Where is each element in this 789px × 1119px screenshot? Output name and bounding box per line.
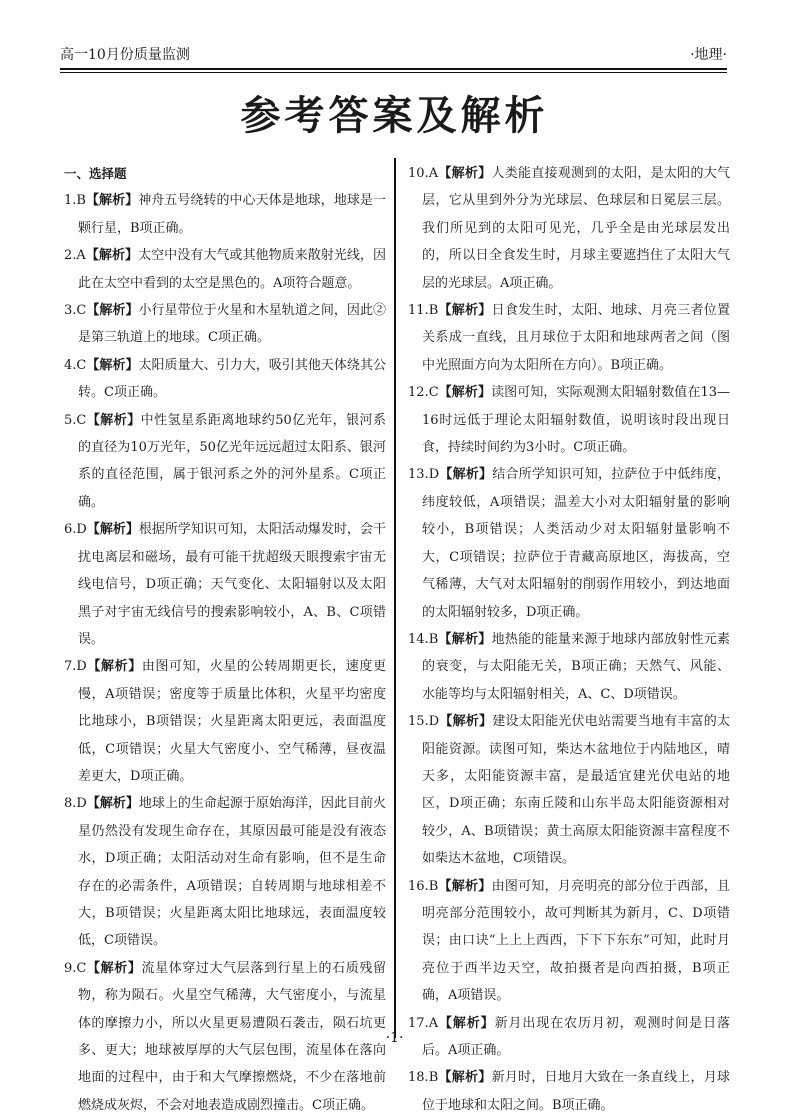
- analysis-tag: 【解析】: [439, 714, 493, 730]
- answer-number: 12.: [408, 385, 429, 401]
- analysis-text: 新月出现在农历月初，观测时间是日落后。A项正确。: [422, 1015, 730, 1058]
- analysis-tag: 【解析】: [86, 357, 139, 373]
- analysis-tag: 【解析】: [438, 631, 492, 647]
- analysis-text: 人类能直接观测到的太阳，是太阳的大气层，它从里到外分为光球层、色球层和日冕层三层。我们所见到的太阳可见光，几乎全是由光球层发出的，所以日全食发生时，月球主要遮挡住了太阳大气层的光球层。A项正确。: [422, 166, 730, 291]
- column-divider: [394, 158, 396, 1038]
- analysis-tag: 【解析】: [439, 467, 493, 483]
- answer-choice: C: [76, 960, 87, 976]
- answer-item: [64, 297, 386, 352]
- left-column: [64, 160, 386, 1119]
- answer-choice: A: [428, 166, 439, 181]
- analysis-tag: 【解析】: [86, 412, 141, 428]
- analysis-tag: 【解析】: [86, 659, 142, 675]
- analysis-tag: 【解析】: [86, 796, 139, 812]
- answer-list-left: [64, 187, 386, 1119]
- section-title: 一、选择题: [64, 166, 127, 181]
- analysis-tag: 【解析】: [86, 960, 142, 976]
- answer-choice: B: [428, 1070, 439, 1086]
- analysis-text: 中性氢星系距离地球约50亿光年，银河系的直径为10万光年，50亿光年远远超过太阳系、银河系的直径范围，属于银河系之外的河外星系。C项正确。: [78, 412, 386, 510]
- answer-choice: D: [76, 796, 87, 812]
- analysis-text: 太空中没有大气或其他物质来散射光线，因此在太空中看到的太空是黑色的。A项符合题意。: [78, 248, 386, 291]
- analysis-text: 太阳质量大、引力大，吸引其他天体绕其公转。C项正确。: [78, 357, 386, 401]
- answer-item: [64, 516, 386, 653]
- analysis-text: 流星体穿过大气层落到行星上的石质残留物，称为陨石。火星空气稀薄，大气密度小，与流星体的摩擦力小，所以火星更易遭陨石袭击，陨石坑更多、更大；地球被厚厚的大气层包围，流星体在落向地面的过程中，由于和大气摩擦燃烧，不少在落地前燃烧成灰烬，不会对地表造成剧烈撞击。C项正确。: [78, 960, 386, 1113]
- analysis-tag: 【解析】: [85, 248, 139, 264]
- analysis-tag: 【解析】: [438, 1015, 495, 1031]
- analysis-text: 建设太阳能光伏电站需要当地有丰富的太阳能资源。读图可知，柴达木盆地位于内陆地区，晴天多，太阳能资源丰富，是最适宜建光伏电站的地区，D项正确；东南丘陵和山东半岛太阳能资源相对较少，A、B项错误；黄土高原太阳能资源丰富程度不如柴达木盆地，C项错误。: [422, 714, 730, 867]
- answer-choice: D: [428, 467, 440, 483]
- analysis-text: 地球上的生命起源于原始海洋，因此目前火星仍然没有发现生命存在，其原因最可能是没有液态水，D项正确；太阳活动对生命有影响，但不是生命存在的必需条件，A项错误；自转周期与地球相差不大，B项错误；火星距离太阳比地球远，表面温度较低，C项错误。: [78, 796, 386, 949]
- answer-number: 13.: [408, 467, 429, 483]
- analysis-text: 由图可知，火星的公转周期更长，速度更慢，A项错误；密度等于质量比体积，火星平均密度比地球小，B项错误；火星距离太阳更远，表面温度低，C项错误；火星大气密度小、空气稀薄，昼夜温差更大，D项正确。: [78, 659, 386, 784]
- analysis-tag: 【解析】: [438, 166, 492, 181]
- answer-item: [64, 352, 386, 407]
- answer-list-right: [408, 160, 730, 1119]
- analysis-tag: 【解析】: [86, 522, 139, 538]
- analysis-tag: 【解析】: [86, 303, 139, 319]
- answer-number: 16.: [408, 878, 429, 894]
- answer-item: [408, 461, 730, 625]
- header-rule: [60, 68, 727, 73]
- analysis-tag: 【解析】: [438, 1070, 492, 1086]
- answer-number: 2.: [64, 248, 77, 264]
- answer-item: [408, 708, 730, 872]
- answer-item: [408, 160, 730, 297]
- answer-choice: D: [76, 522, 87, 538]
- answer-number: 14.: [408, 631, 429, 647]
- analysis-text: 读图可知，实际观测太阳辐射数值在13—16时远低于理论太阳辐射数值，说明该时段出现日食，持续时间约为3小时。C项正确。: [422, 385, 730, 456]
- answer-number: 11.: [408, 303, 429, 319]
- analysis-tag: 【解析】: [438, 303, 492, 319]
- answer-number: 5.: [64, 412, 77, 428]
- answer-choice: C: [76, 357, 87, 373]
- answer-number: 1.: [64, 193, 77, 209]
- analysis-tag: 【解析】: [438, 385, 492, 401]
- answer-choice: C: [76, 412, 87, 428]
- page-header: [60, 44, 727, 66]
- answer-number: 4.: [64, 357, 77, 373]
- answer-number: 15.: [408, 714, 429, 730]
- answer-choice: C: [76, 303, 87, 319]
- answer-choice: D: [428, 714, 440, 730]
- answer-number: 8.: [64, 796, 77, 812]
- header-subject: ·地理·: [690, 47, 727, 63]
- answer-choice: A: [428, 1015, 439, 1031]
- answer-choice: C: [428, 385, 439, 401]
- analysis-text: 由图可知，月亮明亮的部分位于西部，且明亮部分范围较小，故可判断其为新月，C、D项错误；由口诀“上上上西西，下下下东东”可知，此时月亮位于西半边天空，故拍摄者是向西拍摄，B项正确，A项错误。: [422, 878, 730, 1004]
- answer-choice: D: [76, 659, 87, 675]
- answer-item: [64, 187, 386, 242]
- answer-number: 17.: [408, 1015, 429, 1031]
- answer-item: [408, 297, 730, 379]
- right-column: [408, 160, 730, 1119]
- answer-choice: B: [428, 878, 439, 894]
- analysis-text: 日食发生时，太阳、地球、月亮三者位置关系成一直线，且月球位于太阳和地球两者之间（图中光照面方向为太阳所在方向）。B项正确。: [422, 303, 730, 373]
- answer-choice: B: [428, 303, 439, 319]
- analysis-text: 神舟五号绕转的中心天体是地球，地球是一颗行星，B项正确。: [78, 193, 386, 236]
- answer-number: 9.: [64, 960, 77, 976]
- answer-number: 7.: [64, 659, 77, 675]
- answer-item: [64, 653, 386, 790]
- answer-choice: B: [428, 631, 439, 647]
- answer-number: 3.: [64, 303, 77, 319]
- answer-item: [408, 873, 730, 1010]
- answer-item: [408, 626, 730, 708]
- analysis-text: 根据所学知识可知，太阳活动爆发时，会干扰电离层和磁场，最有可能干扰超级天眼搜索宇宙无线电信号，D项正确；天气变化、太阳辐射以及太阳黑子对宇宙无线信号的搜索影响较小，A、B、C项错误。: [78, 522, 386, 647]
- answer-item: [408, 1064, 730, 1119]
- analysis-text: 小行星带位于火星和木星轨道之间，因此②是第三轨道上的地球。C项正确。: [78, 303, 386, 346]
- analysis-tag: 【解析】: [438, 878, 492, 894]
- answer-item: [64, 407, 386, 517]
- answer-choice: B: [76, 193, 86, 209]
- answer-item: [64, 790, 386, 954]
- answer-number: 6.: [64, 522, 77, 538]
- answer-item: [64, 242, 386, 297]
- analysis-text: 新月时，日地月大致在一条直线上，月球位于地球和太阳之间。B项正确。: [422, 1070, 730, 1113]
- page-title: 参考答案及解析: [240, 93, 549, 139]
- analysis-text: 地热能的能量来源于地球内部放射性元素的衰变，与太阳能无关，B项正确；天然气、风能、水能等均与太阳辐射相关，A、C、D项错误。: [422, 631, 730, 702]
- answer-choice: A: [76, 248, 86, 264]
- analysis-tag: 【解析】: [85, 193, 139, 209]
- header-exam-title: 高一10月份质量监测: [60, 47, 190, 63]
- answer-number: 18.: [408, 1070, 429, 1086]
- analysis-text: 结合所学知识可知，拉萨位于中低纬度，纬度较低，A项错误；温差大小对太阳辐射量的影响较小，B项错误；人类活动少对太阳辐射量影响不大，C项错误；拉萨位于青藏高原地区，海拔高，空气稀薄，大气对太阳辐射的削弱作用较小，到达地面的太阳辐射较多，D项正确。: [422, 467, 730, 620]
- answer-item: [408, 379, 730, 461]
- answer-number: 10.: [408, 166, 429, 181]
- page-number: ·1·: [385, 1030, 404, 1046]
